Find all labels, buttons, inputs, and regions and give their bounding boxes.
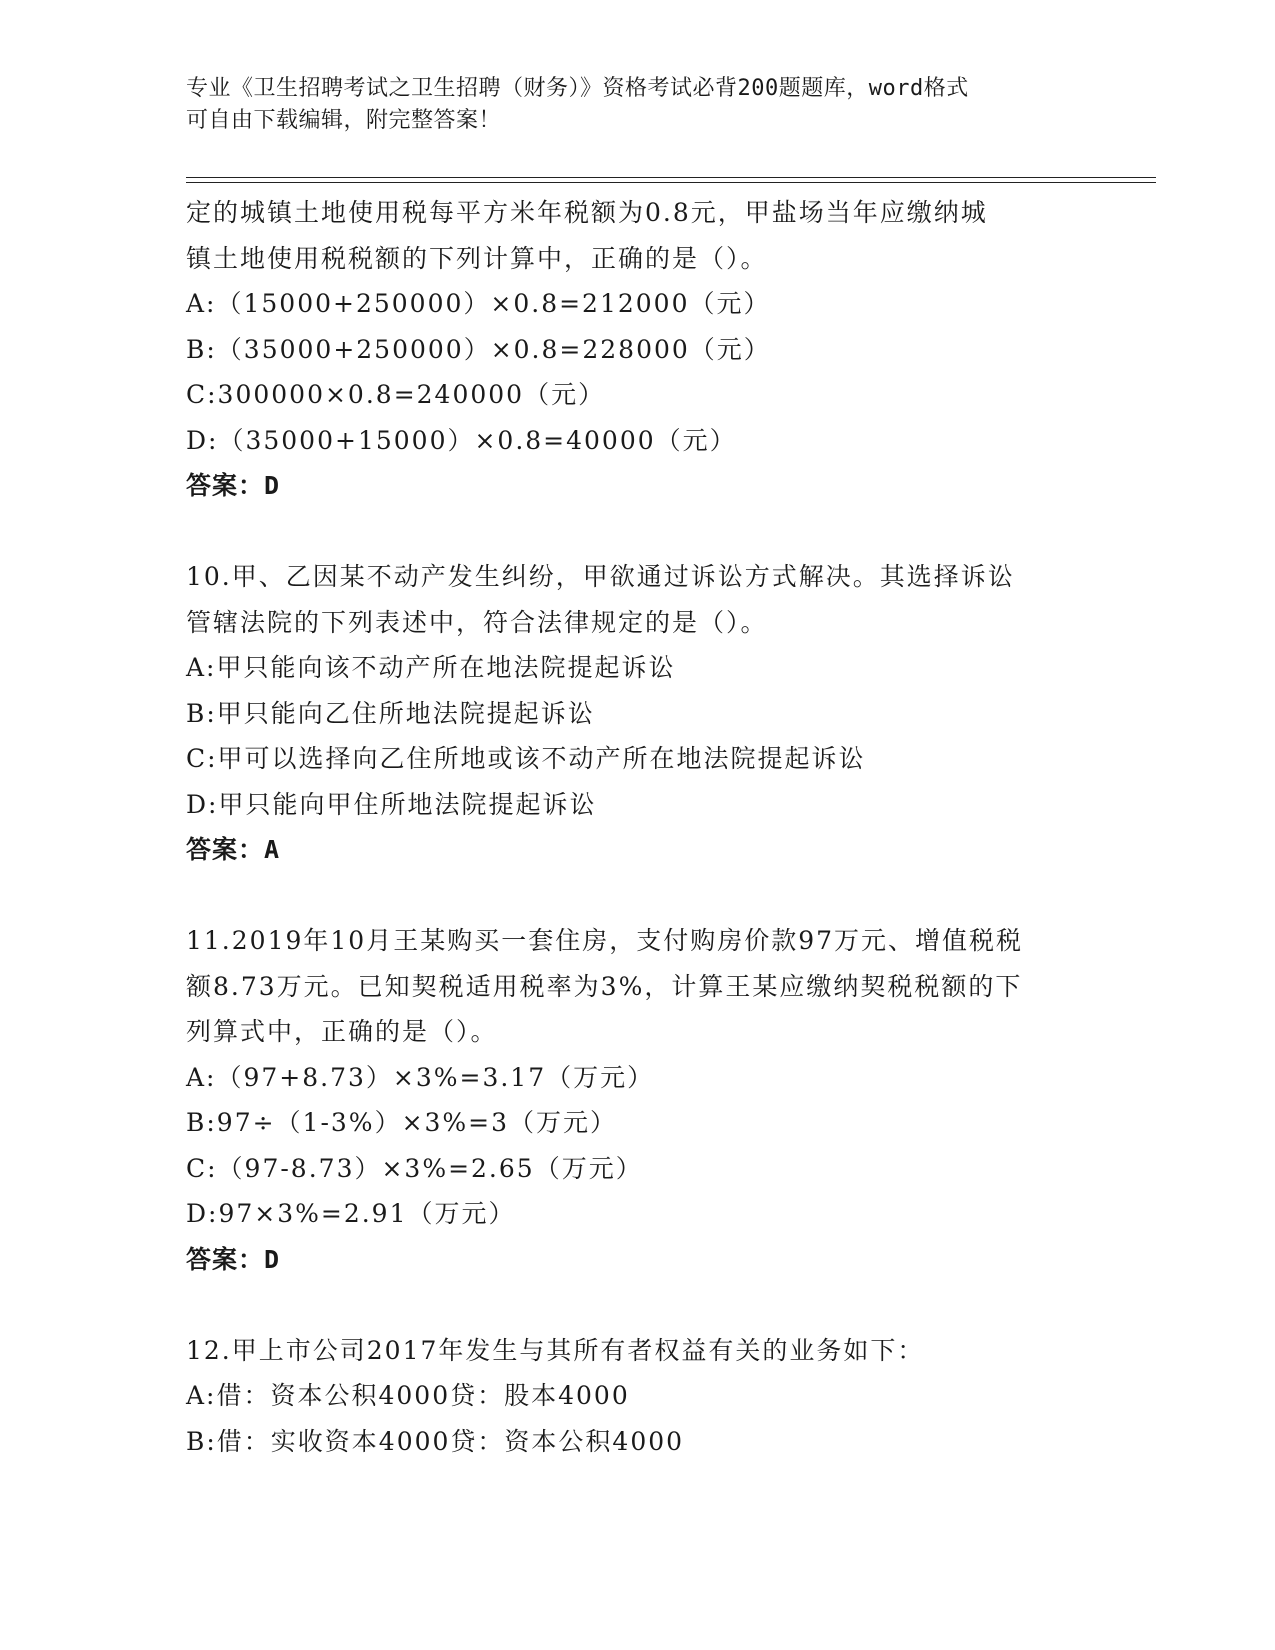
header-divider-bottom <box>186 182 1156 183</box>
question-spacer <box>186 1282 1086 1328</box>
header-divider-top <box>186 177 1156 178</box>
question-stem-line: 12.甲上市公司2017年发生与其所有者权益有关的业务如下： <box>186 1335 925 1365</box>
option-b: B:借：实收资本4000贷：资本公积4000 <box>186 1426 685 1456</box>
question-spacer <box>186 873 1086 919</box>
question-stem-line: 镇土地使用税税额的下列计算中，正确的是（）。 <box>186 243 768 273</box>
option-d: D:（35000+15000）×0.8=40000（元） <box>186 425 737 455</box>
option-a: A:（15000+250000）×0.8=212000（元） <box>186 289 771 318</box>
header-title-line-1: 专业《卫生招聘考试之卫生招聘（财务）》资格考试必背200题题库，word格式 <box>186 76 969 101</box>
answer-line: 答案：D <box>186 471 281 500</box>
answer-line: 答案：A <box>186 835 281 864</box>
answer-line: 答案：D <box>186 1244 281 1274</box>
question-9 <box>186 190 1086 509</box>
option-a: A:甲只能向该不动产所在地法院提起诉讼 <box>186 653 676 682</box>
option-d: D:97×3%=2.91（万元） <box>186 1199 516 1228</box>
option-b: B:97÷（1-3%）×3%=3（万元） <box>186 1108 618 1137</box>
option-b: B:（35000+250000）×0.8=228000（元） <box>186 334 771 364</box>
question-stem-line: 定的城镇土地使用税每平方米年税额为0.8元，甲盐场当年应缴纳城 <box>186 198 988 227</box>
document-header <box>186 73 1066 137</box>
question-stem-line: 管辖法院的下列表述中，符合法律规定的是（）。 <box>186 607 768 637</box>
option-c: C:甲可以选择向乙住所地或该不动产所在地法院提起诉讼 <box>186 744 866 773</box>
question-12 <box>186 1328 1086 1465</box>
question-11 <box>186 918 1086 1282</box>
option-c: C:（97-8.73）×3%=2.65（万元） <box>186 1153 643 1183</box>
question-stem-line: 11.2019年10月王某购买一套住房，支付购房价款97万元、增值税税 <box>186 926 1024 955</box>
question-10 <box>186 554 1086 873</box>
header-title-line-2: 可自由下载编辑，附完整答案！ <box>186 108 502 133</box>
question-list <box>186 190 1086 1464</box>
option-a: A:借：资本公积4000贷：股本4000 <box>186 1381 630 1410</box>
option-c: C:300000×0.8=240000（元） <box>186 380 606 409</box>
option-d: D:甲只能向甲住所地法院提起诉讼 <box>186 789 597 819</box>
option-a: A:（97+8.73）×3%=3.17（万元） <box>186 1062 655 1092</box>
question-spacer <box>186 509 1086 555</box>
question-stem-line: 10.甲、乙因某不动产发生纠纷，甲欲通过诉讼方式解决。其选择诉讼 <box>186 562 1015 591</box>
option-b: B:甲只能向乙住所地法院提起诉讼 <box>186 698 595 728</box>
question-stem-line: 列算式中，正确的是（）。 <box>186 1017 498 1046</box>
question-stem-line: 额8.73万元。已知契税适用税率为3%，计算王某应缴纳契税税额的下 <box>186 971 1023 1001</box>
